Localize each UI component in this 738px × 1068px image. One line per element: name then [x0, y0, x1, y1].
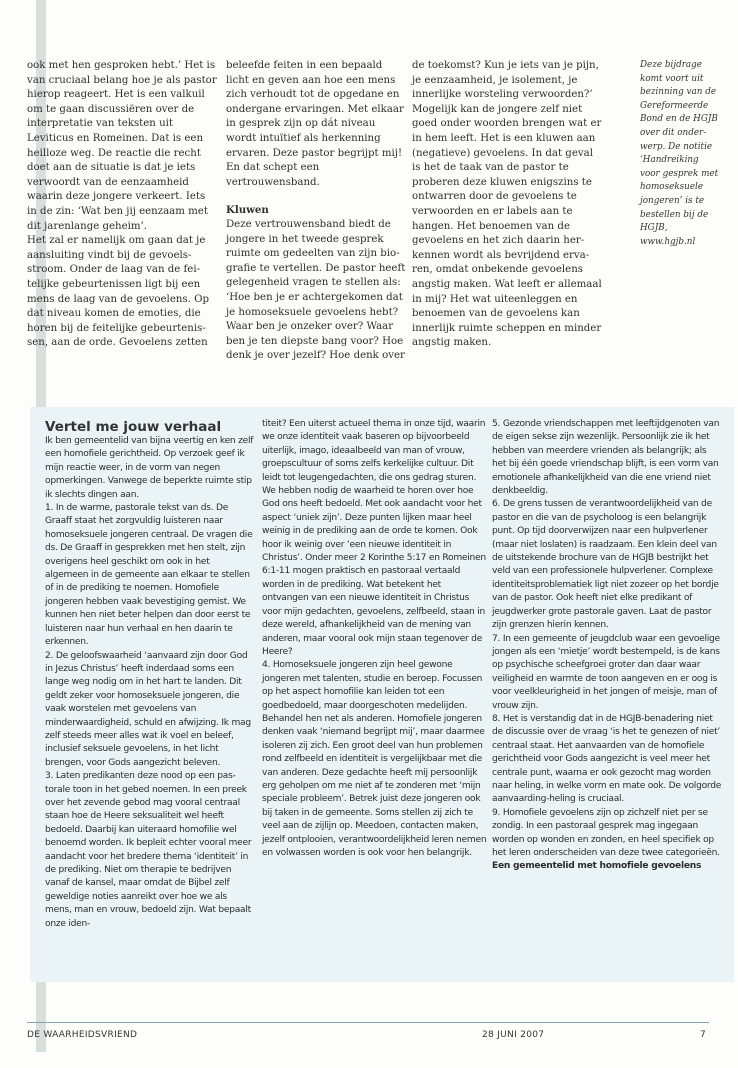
- paragraph: 5. Gezonde vriendschappen met leeftijdgenoten van de eigen sekse zijn wezenlijk. Persoonlijk zie ik het hebben van meerdere vrienden als belangrijk; als het bij één goede vriendschap blijft, is een vorm van emotionele afhankelijkheid van die ene vriend niet denkbeeldig.: [492, 419, 720, 497]
- paragraph: de toekomst? Kun je iets van je pijn, je eenzaamheid, je isolement, je innerlijke worsteling verwoorden?’ Mogelijk kan de jongere zelf niet goed onder woorden brengen wat er in hem leeft. Het is een kluwen aan (negatieve) gevoelens. In dat geval is het de taak van de pastor te proberen deze kluwen enigszins te ontwarren door de gevoelens te verwoorden en er labels aan te hangen. Het benoemen van de gevoelens en het zich daarin herkennen wordt als bevrijdend ervaren, omdat onbekende gevoelens angstig maken. Wat leeft er allemaal in mij? Het wat uiteenleggen en benoemen van de gevoelens kan innerlijk ruimte scheppen en minder angstig maken.: [412, 60, 602, 349]
- box-title: Vertel me jouw verhaal: [45, 419, 222, 435]
- paragraph: 4. Homoseksuele jongeren zijn heel gewone jongeren met talenten, studie en beroep. Focussen op het aspect homofilie kan leiden tot een goedbedoeld, maar doorgeschoten medelijden. Behandel hen net als anderen. Homofiele jongeren denken vaak ‘niemand begrijpt mij’, maar daarmee isoleren zij zich. Een groot deel van hun problemen rond zelfbeeld en identiteit is vergelijkbaar met die van anderen. Deze gedachte heeft mij persoonlijk erg geholpen om me niet af te zonderen met ‘mijn speciale probleem’. Betrek juist deze jongeren ook bij taken in de gemeente. Soms stellen zij zich te veel aan de zijlijn op. Meedoen, contacten maken, jezelf ontplooien, verantwoordelijkheid leren nemen en volwassen worden is ook voor hen belangrijk.: [262, 660, 487, 858]
- box-column-2: [262, 418, 487, 860]
- paragraph: 6. De grens tussen de verantwoordelijkheid van de pastor en die van de psycholoog is een belangrijk punt. Op tijd doorverwijzen naar een hulpverlener (maar niet loslaten) is raadzaam. Een klein deel van de uitstekende brochure van de HGJB bestrijkt het veld van een professionele hulpverlener. Complexe identiteitsproblematiek ligt niet zozeer op het bordje van de pastor. Ook heeft niet elke predikant of jeugdwerker grote pastorale gaven. Laat de pastor zijn grenzen hierin kennen.: [492, 499, 719, 631]
- paragraph: ook met hen gesproken hebt.’ Het is van cruciaal belang hoe je als pastor hierop reageert. Het is een valkuil om te gaan discussiëren over de interpretatie van teksten uit Leviticus en Romeinen. Dat is een heilloze weg. De reactie die recht doet aan de situatie is dat je iets verwoordt van de eenzaamheid waarin deze jongere verkeert. Iets in de zin: ‘Wat ben jij eenzaam met dit jarenlange geheim’.: [27, 60, 217, 232]
- paragraph: 2. De geloofswaarheid ‘aanvaard zijn door God in Jezus Christus’ heeft inderdaad soms een lange weg nodig om in het hart te landen. Dit geldt zeker voor homoseksuele jongeren, die vaak worstelen met gevoelens van minderwaardigheid, schuld en afwijzing. Ik mag zelf steeds meer alles wat ik voel en beleef, inclusief seksuele gevoelens, in het licht brengen, voor Gods aangezicht beleven.: [45, 650, 251, 768]
- paragraph: 8. Het is verstandig dat in de HGJB-benadering niet de discussie over de vraag ‘is het te genezen of niet’ centraal staat. Het aanvaarden van de homofiele gerichtheid voor Gods aangezicht is veel meer het centrale punt, waarna er ook gezocht mag worden naar heling, in welke vorm en mate ook. De volgorde aanvaarding-heling is cruciaal.: [492, 713, 722, 805]
- paragraph: beleefde feiten in een bepaald licht en geven aan hoe een mens zich verhoudt tot de opgedane en ondergane ervaringen. Met elkaar in gesprek zijn op dát niveau wordt intuïtief als herkenning ervaren. Deze pastor begrijpt mij! En dat schept een vertrouwensband.: [226, 60, 404, 188]
- footer-divider: [27, 1022, 709, 1023]
- issue-date: 28 JUNI 2007: [482, 1030, 545, 1040]
- publication-name: DE WAARHEIDSVRIEND: [27, 1030, 138, 1040]
- paragraph: 3. Laten predikanten deze nood op een pastorale toon in het gebed noemen. In een preek over het zevende gebod mag vooral centraal staan hoe de Heere seksualiteit wel heeft bedoeld. Daarbij kan uiteraard homofilie wel benoemd worden. Ik bepleit echter vooral meer aandacht voor het bredere thema ‘identiteit’ in de prediking. Niet om therapie te bedrijven vanaf de kansel, maar omdat de Bijbel zelf geweldige noties aanreikt over hoe we als mens, man en vrouw, bedoeld zijn. Wat bepaalt onze iden-: [45, 771, 252, 929]
- paragraph: Ik ben gemeentelid van bijna veertig en ken zelf een homofiele gerichtheid. Op verzoek geef ik mijn reactie weer, in de vorm van negen opmerkingen. Vanwege de beperkte ruimte stip ik slechts dingen aan.: [45, 436, 254, 500]
- subheading: Kluwen: [226, 204, 269, 217]
- box-column-3: [492, 418, 722, 874]
- paragraph: titeit? Een uiterst actueel thema in onze tijd, waarin we onze identiteit vaak baseren op bijvoorbeeld uiterlijk, imago, ideaalbeeld van man of vrouw, groepscultuur of soms zelfs kerkelijke cultuur. Dit leidt tot leugengedachten, die ons gedrag sturen. We hebben nodig de waarheid te horen over hoe God ons heeft bedoeld. Met ook aandacht voor het aspect ‘uniek zijn’. Deze punten lijken maar heel weinig in de prediking aan de orde te komen. Ook hoor ik weinig over ‘een nieuwe identiteit in Christus’. Onder meer 2 Korinthe 5:17 en Romeinen 6:1-11 mogen praktisch en pastoraal vertaald worden in de prediking. Wat betekent het ontvangen van een nieuwe identiteit in Christus voor mijn gedachten, gevoelens, zelfbeeld, staan in deze wereld, afhankelijkheid van de mening van anderen, maar vooral ook mijn staan tegenover de Heere?: [262, 419, 486, 657]
- sidebar-note: Deze bijdrage komt voort uit bezinning van de Gereformeerde Bond en de HGJB over dit onderwerp. De notitie ‘Handreiking voor gesprek met homoseksuele jongeren’ is te bestellen bij de HGJB, www.hgjb.nl: [640, 60, 719, 247]
- article-column-2: [226, 59, 408, 364]
- article-column-1: [27, 59, 217, 351]
- paragraph: 1. In de warme, pastorale tekst van ds. De Graaff staat het zorgvuldig luisteren naar homoseksuele jongeren centraal. De vragen die ds. De Graaff in gesprekken met hen stelt, zijn overigens heel geschikt om ook in het algemeen in de gemeente aan elkaar te stellen of in de prediking te noemen. Homofiele jongeren hebben vaak bevestiging gemist. We kunnen hen niet beter helpen dan door eerst te luisteren naar hun verhaal en hen daarin te erkennen.: [45, 503, 253, 648]
- signature: Een gemeentelid met homofiele gevoelens: [492, 861, 702, 872]
- paragraph: 9. Homofiele gevoelens zijn op zichzelf niet per se zondig. In een pastoraal gesprek mag ingegaan worden op wonden en zonden, en heel specifiek op het leren onderscheiden van deze twee categorieën.: [492, 807, 720, 858]
- paragraph: Deze vertrouwensband biedt de jongere in het tweede gesprek ruimte om gedeelten van zijn biografie te vertellen. De pastor heeft gelegenheid vragen te stellen als: ‘Hoe ben je er achtergekomen dat je homoseksuele gevoelens hebt? Waar ben je onzeker over? Waar ben je ten diepste bang voor? Hoe denk je over jezelf? Hoe denk over: [226, 218, 406, 362]
- paragraph: 7. In een gemeente of jeugdclub waar een gevoelige jongen als een ‘mietje’ wordt bestempeld, is de kans op psychische scheefgroei groter dan daar waar veiligheid en warmte de toon aangeven en er oog is voor veelkleurigheid in het jongen of meisje, man of vrouw zijn.: [492, 633, 720, 711]
- article-column-3: [412, 59, 602, 351]
- paragraph: Het zal er namelijk om gaan dat je aansluiting vindt bij de gevoelsstroom. Onder de laag van de feitelijke gebeurtenissen ligt bij een mens de laag van de gevoelens. Op dat niveau komen de emoties, die horen bij de feitelijke gebeurtenissen, aan de orde. Gevoelens zetten: [27, 235, 209, 349]
- box-column-1: [45, 435, 255, 931]
- page-number: 7: [700, 1030, 707, 1040]
